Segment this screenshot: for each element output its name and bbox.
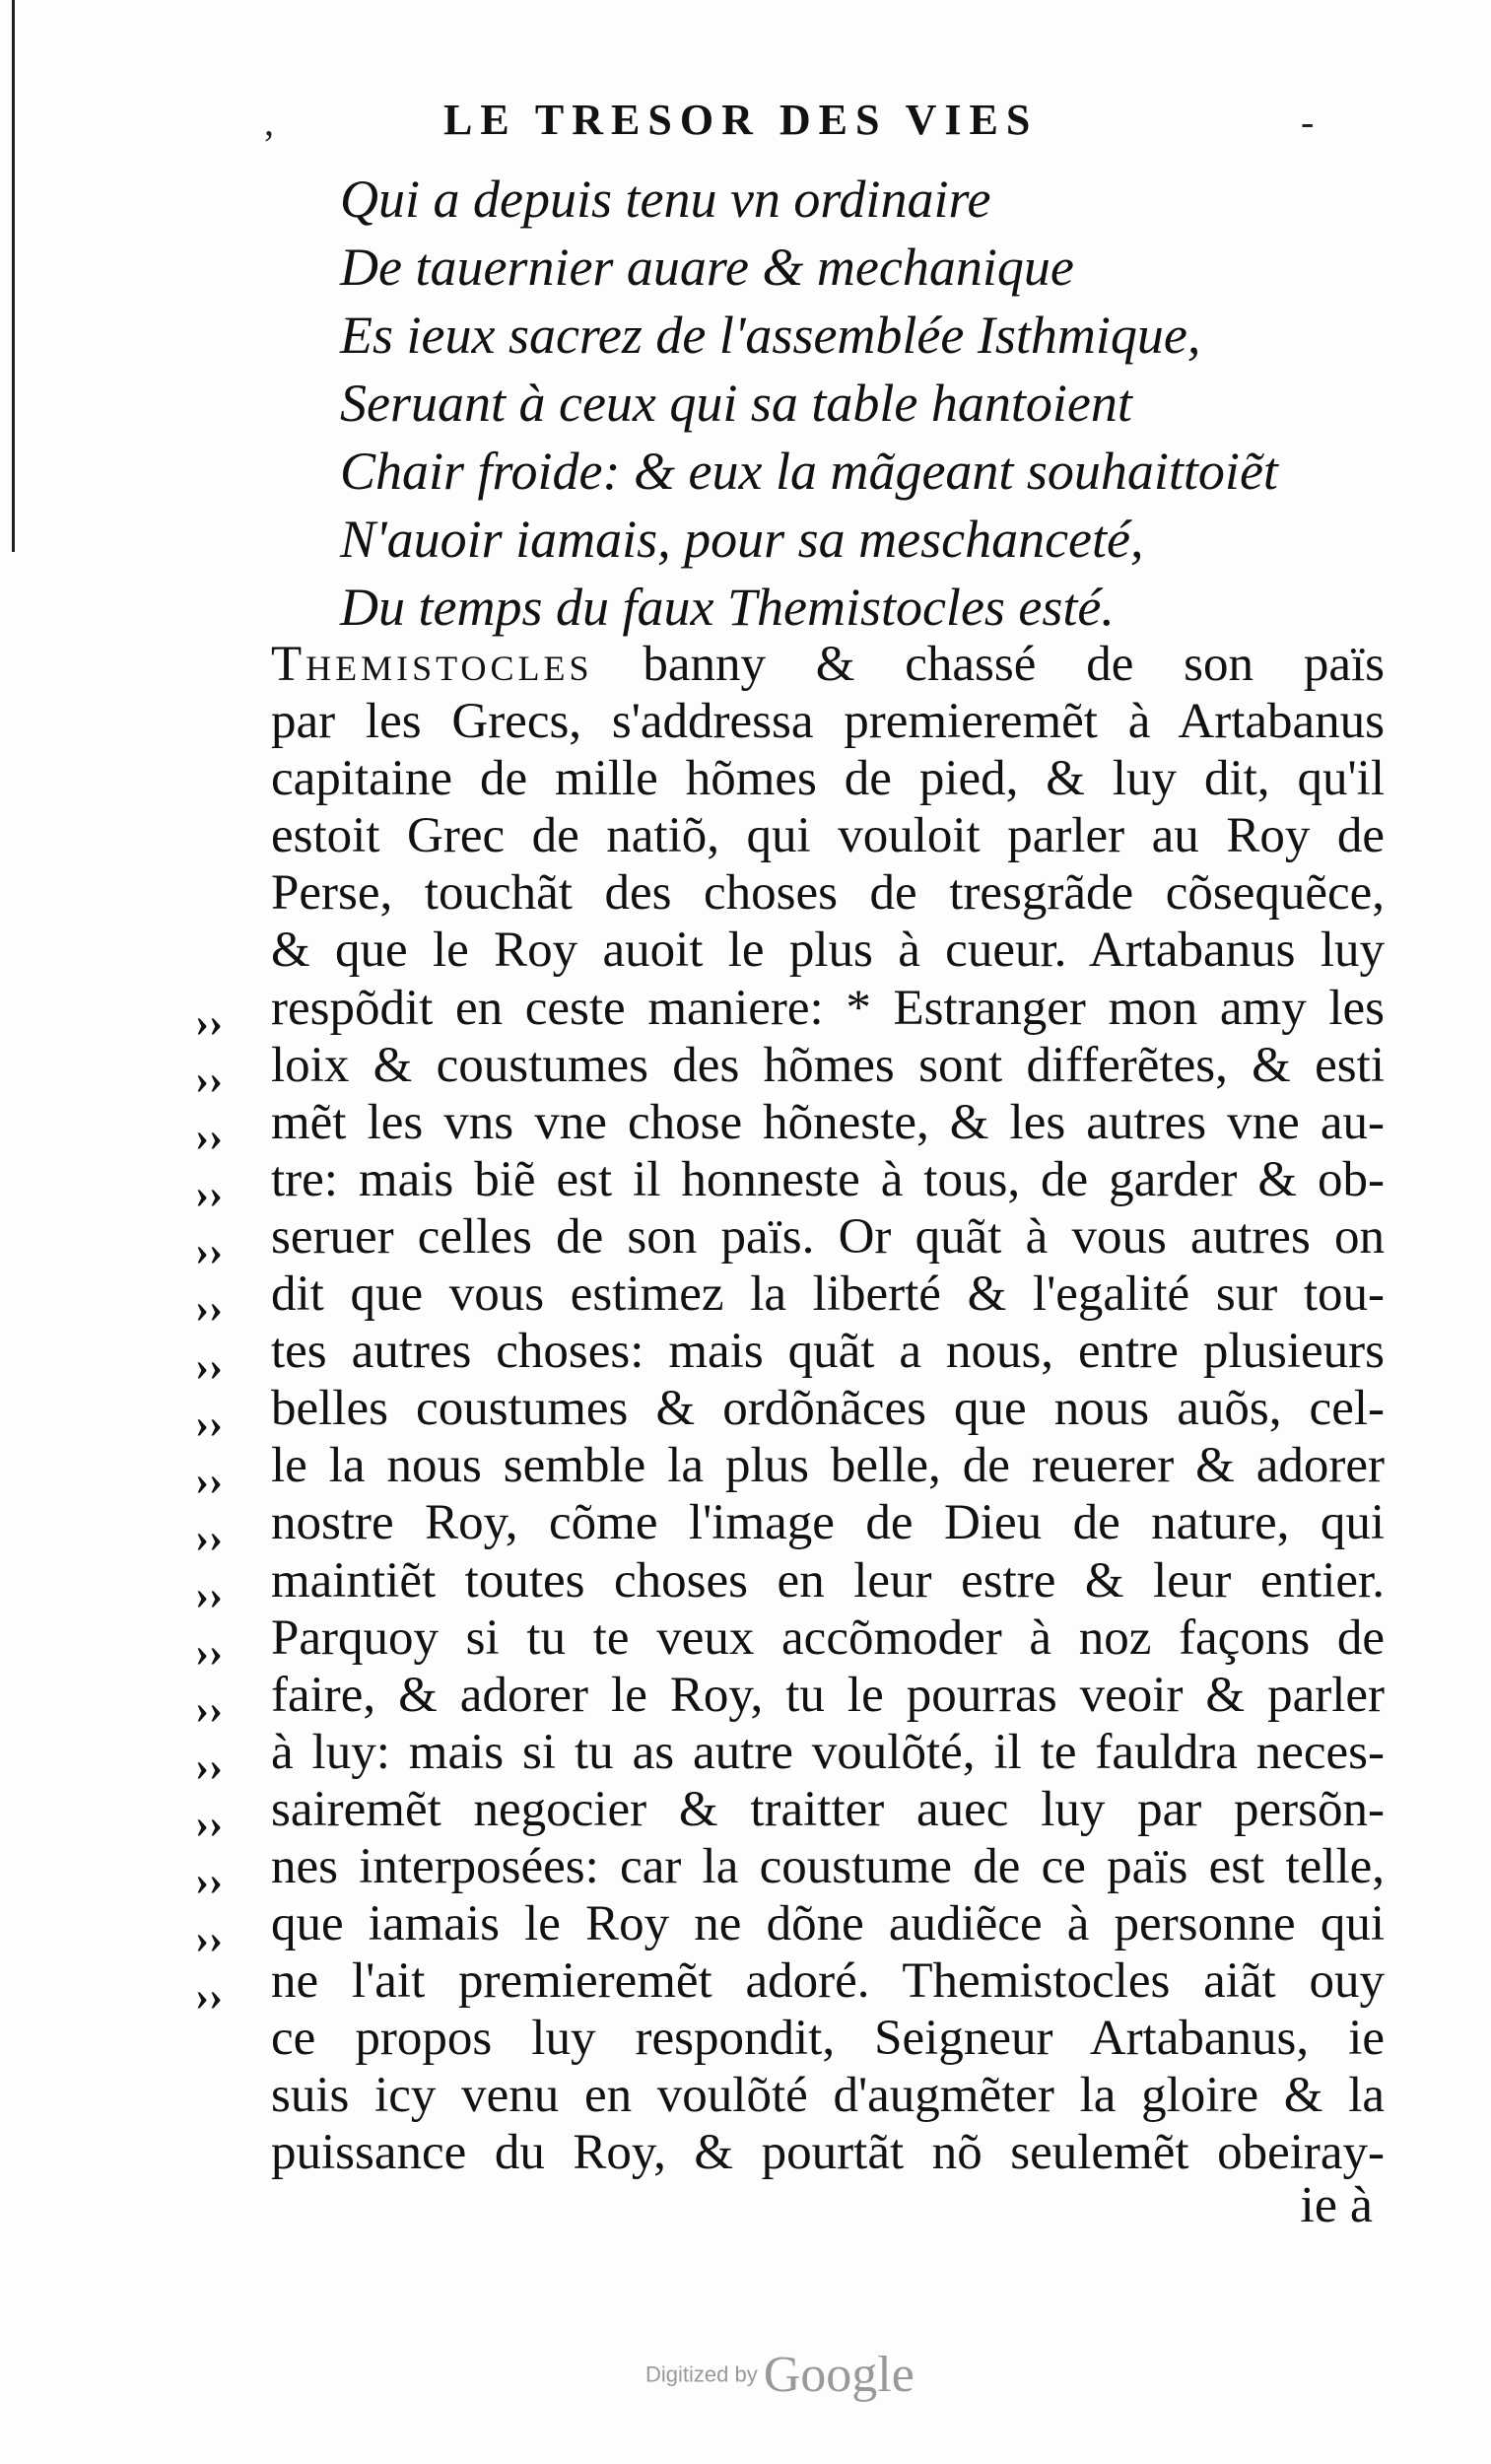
- verse-block: [340, 166, 1278, 642]
- quote-mark: ››: [195, 1859, 223, 1905]
- quote-mark: ››: [195, 1802, 223, 1848]
- prose-first-rest: banny & chassé de son païs: [592, 637, 1385, 692]
- prose-line: sairemẽt negocier & traitter auec luy par persõn-: [271, 1781, 1385, 1837]
- verse-line: De tauernier auare & mechanique: [340, 238, 1074, 297]
- verse-line: Es ieux sacrez de l'assemblée Isthmique,: [340, 306, 1201, 365]
- quote-mark: ››: [195, 1745, 223, 1791]
- binding-edge: [0, 0, 15, 552]
- quote-mark: ››: [195, 1458, 223, 1504]
- prose-line: puissance du Roy, & pourtãt nõ seulemẽt obeiray-: [271, 2125, 1385, 2181]
- running-head: LE TRESOR DES VIES: [443, 96, 1039, 144]
- prose-line: que iamais le Roy ne dõne audiẽce à personne qui: [271, 1896, 1385, 1952]
- prose-line: estoit Grec de natiõ, qui vouloit parler au Roy de: [271, 808, 1385, 864]
- quote-mark: ››: [195, 1058, 223, 1104]
- prose-line: dit que vous estimez la liberté & l'egalité sur tou-: [271, 1266, 1385, 1323]
- prose-line: faire, & adorer le Roy, tu le pourras veoir & parler: [271, 1667, 1385, 1723]
- digitized-watermark: [645, 2346, 915, 2404]
- prose-block: [271, 636, 1385, 2182]
- verse-line: Seruant à ceux qui sa table hantoient: [340, 374, 1132, 433]
- quote-mark: ››: [195, 1401, 223, 1447]
- verse-line: N'auoir iamais, pour sa meschanceté,: [340, 510, 1144, 569]
- verse-line: Du temps du faux Themistocles esté.: [340, 578, 1115, 637]
- quote-mark: ››: [195, 1115, 223, 1161]
- prose-line: nostre Roy, cõme l'image de Dieu de nature, qui: [271, 1495, 1385, 1551]
- verse-line: Chair froide: & eux la mãgeant souhaittoiẽt: [340, 442, 1278, 501]
- quote-mark: ››: [195, 1630, 223, 1677]
- digitized-by-label: Digitized by: [645, 2361, 758, 2387]
- prose-line: & que le Roy auoit le plus à cueur. Artabanus luy: [271, 923, 1385, 979]
- prose-line: suis icy venu en voulõté d'augmẽter la gloire & la: [271, 2068, 1385, 2124]
- prose-line: ne l'ait premieremẽt adoré. Themistocles aiãt ouy: [271, 1953, 1385, 2010]
- prose-line: nes interposées: car la coustume de ce païs est telle,: [271, 1838, 1385, 1894]
- prose-line: tes autres choses: mais quãt a nous, entre plusieurs: [271, 1324, 1385, 1380]
- prose-line: Perse, touchãt des choses de tresgrãde cõsequẽce,: [271, 865, 1385, 922]
- verse-line: Qui a depuis tenu vn ordinaire: [340, 170, 991, 229]
- prose-line: à luy: mais si tu as autre voulõté, il te fauldra neces-: [271, 1724, 1385, 1780]
- prose-line: maintiẽt toutes choses en leur estre & leur entier.: [271, 1552, 1385, 1608]
- prose-line: belles coustumes & ordõnãces que nous auõs, cel-: [271, 1381, 1385, 1437]
- quote-mark: ››: [195, 1343, 223, 1390]
- google-wordmark: Google: [763, 2347, 915, 2403]
- prose-first-word: Themistocles: [271, 637, 593, 692]
- quote-mark: ››: [195, 1973, 223, 2019]
- prose-line: seruer celles de son païs. Or quãt à vous autres on: [271, 1208, 1385, 1265]
- quote-mark: ››: [195, 1916, 223, 1962]
- prose-line: loix & coustumes des hõmes sont differẽtes, & esti: [271, 1037, 1385, 1093]
- quotation-gutter: [195, 994, 223, 2025]
- quote-mark: ››: [195, 1515, 223, 1561]
- prose-line: le la nous semble la plus belle, de reuerer & adorer: [271, 1438, 1385, 1494]
- quote-mark: ››: [195, 1172, 223, 1218]
- head-mark-right: -: [1301, 100, 1315, 144]
- quote-mark: ››: [195, 1687, 223, 1734]
- prose-line: tre: mais biẽ est il honneste à tous, de garder & ob-: [271, 1151, 1385, 1207]
- quote-mark: ››: [195, 1572, 223, 1618]
- quote-mark: ››: [195, 1229, 223, 1275]
- catchword: ie à: [1300, 2177, 1373, 2233]
- prose-line: Parquoy si tu te veux accõmoder à noz façons de: [271, 1609, 1385, 1666]
- quote-mark: ››: [195, 1286, 223, 1333]
- prose-line: par les Grecs, s'addressa premieremẽt à Artabanus: [271, 694, 1385, 750]
- prose-line: ce propos luy respondit, Seigneur Artabanus, ie: [271, 2011, 1385, 2067]
- prose-line: capitaine de mille hõmes de pied, & luy dit, qu'il: [271, 751, 1385, 807]
- head-mark-left: ,: [264, 100, 274, 144]
- prose-line-first: [271, 636, 1385, 693]
- quote-mark: ››: [195, 1000, 223, 1046]
- prose-line: respõdit en ceste maniere: * Estranger mon amy les: [271, 980, 1385, 1036]
- prose-line: mẽt les vns vne chose hõneste, & les autres vne au-: [271, 1094, 1385, 1150]
